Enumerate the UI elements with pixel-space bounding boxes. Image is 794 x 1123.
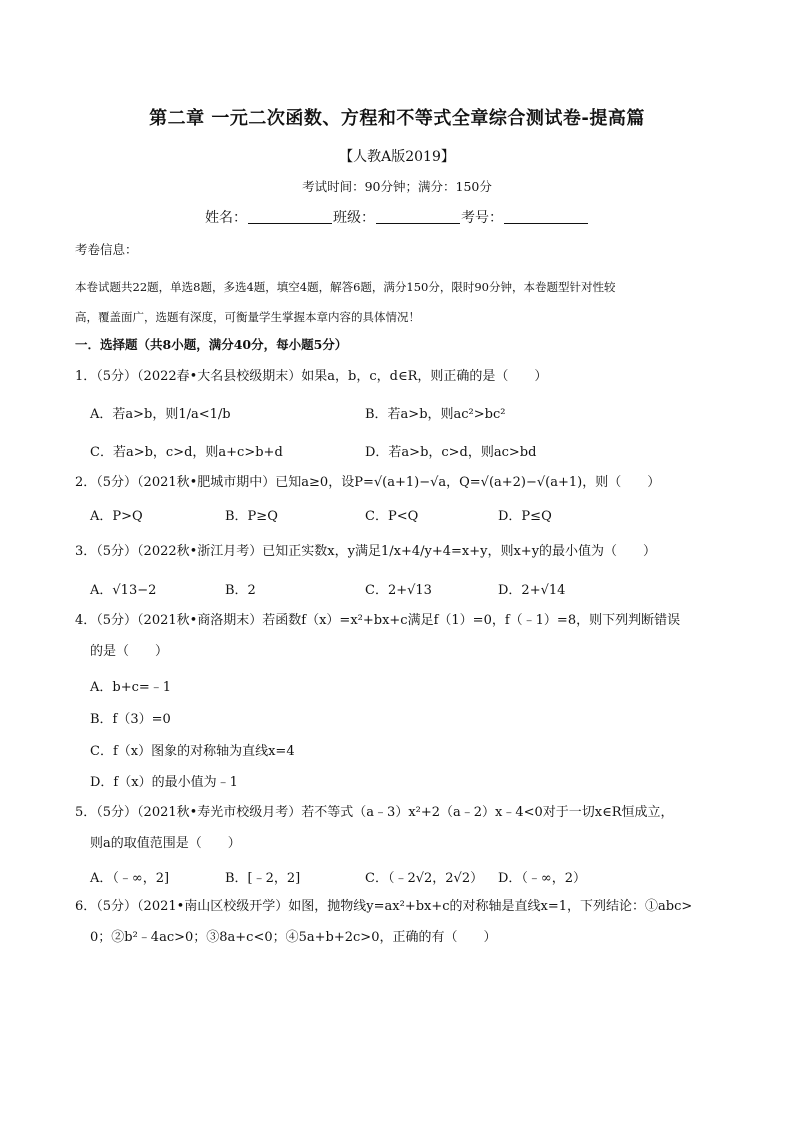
class-blank[interactable]: [376, 209, 460, 224]
info-heading: 考卷信息：: [75, 242, 138, 257]
question-2-stem: 2．（5分）（2021秋•肥城市期中）已知a≥0，设P=√(a+1)−√a，Q=√(a+2)−√(a+1)，则（ ）: [75, 475, 661, 490]
name-label: 姓名：: [205, 210, 247, 226]
question-5-stem-line-1: 5．（5分）（2021秋•寿光市校级月考）若不等式（a﹣3）x²+2（a﹣2）x﹣4<0对于一切x∈R恒成立，: [75, 805, 674, 820]
intro-text: [75, 272, 725, 332]
question-4-option-a[interactable]: A．b+c=﹣1: [90, 680, 172, 695]
student-info-row: [0, 207, 794, 227]
name-blank[interactable]: [248, 209, 332, 224]
question-4-option-c[interactable]: C．f（x）图象的对称轴为直线x=4: [90, 744, 295, 759]
question-5-option-a[interactable]: A．（﹣∞，2]: [90, 871, 170, 886]
question-2-option-c[interactable]: C．P<Q: [365, 509, 419, 524]
number-label: 考号：: [461, 210, 503, 226]
question-3-option-a[interactable]: A．√13−2: [90, 583, 157, 598]
question-5-option-c[interactable]: C．（﹣2√2，2√2）: [365, 871, 484, 886]
question-3-option-c[interactable]: C．2+√13: [365, 583, 432, 598]
question-1-option-b[interactable]: B．若a>b，则ac²>bc²: [365, 407, 506, 422]
question-6-stem-line-2: 0；②b²﹣4ac>0；③8a+c<0；④5a+b+2c>0，正确的有（ ）: [90, 930, 497, 945]
question-4-option-b[interactable]: B．f（3）=0: [90, 712, 171, 727]
question-4-option-d[interactable]: D．f（x）的最小值为﹣1: [90, 775, 238, 790]
question-5-option-b[interactable]: B．[﹣2，2]: [225, 871, 301, 886]
question-4-stem-line-2: 的是（ ）: [90, 644, 169, 659]
number-blank[interactable]: [504, 209, 588, 224]
question-2-option-a[interactable]: A．P>Q: [90, 509, 143, 524]
question-3-option-d[interactable]: D．2+√14: [498, 583, 566, 598]
question-5-option-d[interactable]: D．（﹣∞，2）: [498, 871, 587, 886]
question-4-stem-line-1: 4．（5分）（2021秋•商洛期末）若函数f（x）=x²+bx+c满足f（1）=0，f（﹣1）=8，则下列判断错误: [75, 613, 681, 628]
intro-line-2: 高，覆盖面广，选题有深度，可衡量学生掌握本章内容的具体情况！: [75, 310, 420, 324]
question-2-option-d[interactable]: D．P≤Q: [498, 509, 552, 524]
page-title: 第二章 一元二次函数、方程和不等式全章综合测试卷-提高篇: [149, 108, 645, 129]
question-3-stem: 3．（5分）（2022秋•浙江月考）已知正实数x，y满足1/x+4/y+4=x+y，则x+y的最小值为（ ）: [75, 544, 657, 559]
intro-line-1: 本卷试题共22题，单选8题，多选4题，填空4题，解答6题，满分150分，限时90分钟，本卷题型针对性较: [75, 280, 616, 294]
question-2-option-b[interactable]: B．P≥Q: [225, 509, 278, 524]
question-6-stem-line-1: 6．（5分）（2021•南山区校级开学）如图，抛物线y=ax²+bx+c的对称轴是直线x=1，下列结论：①abc>: [75, 899, 693, 914]
question-3-option-b[interactable]: B．2: [225, 583, 256, 598]
question-1-option-c[interactable]: C．若a>b，c>d，则a+c>b+d: [90, 445, 283, 460]
question-5-stem-line-2: 则a的取值范围是（ ）: [90, 836, 241, 851]
question-1-stem: 1．（5分）（2022春•大名县校级期末）如果a，b，c，d∈R，则正确的是（ ）: [75, 369, 548, 384]
section-heading: 一．选择题（共8小题，满分40分，每小题5分）: [75, 337, 348, 352]
question-1-option-d[interactable]: D．若a>b，c>d，则ac>bd: [365, 445, 537, 460]
class-label: 班级：: [333, 210, 375, 226]
edition-label: 【人教A版2019】: [339, 149, 455, 165]
exam-info: 考试时间：90分钟；满分：150分: [302, 179, 492, 194]
question-1-option-a[interactable]: A．若a>b，则1/a<1/b: [90, 407, 231, 422]
